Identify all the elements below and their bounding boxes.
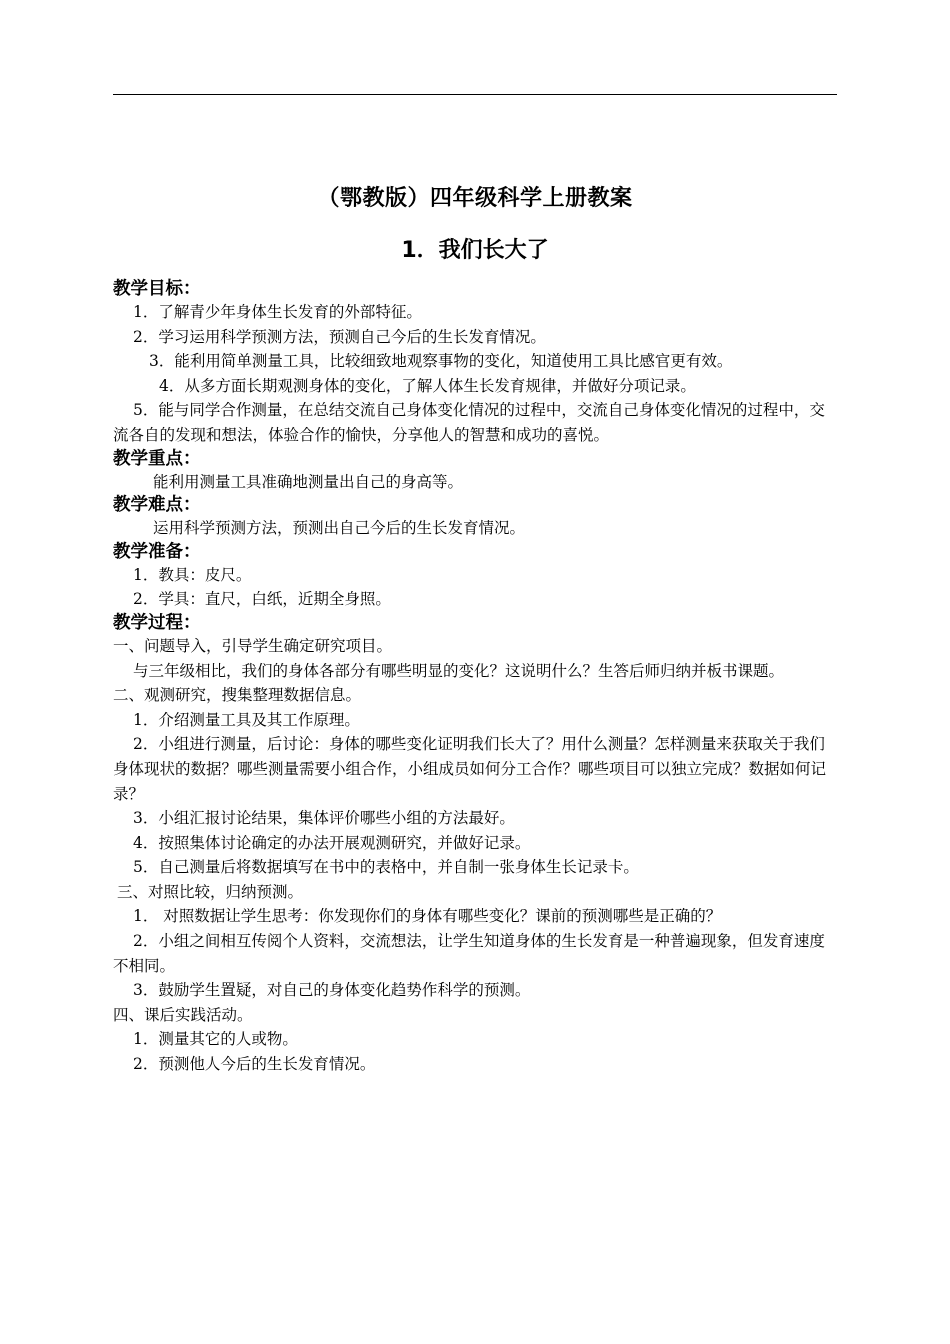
objective-item: 4．从多方面长期观测身体的变化，了解人体生长发育规律，并做好分项记录。: [159, 376, 696, 395]
objective-item: 3．能利用简单测量工具，比较细致地观察事物的变化，知道使用工具比感官更有效。: [149, 352, 733, 371]
objective-item: 2．学习运用科学预测方法，预测自己今后的生长发育情况。: [133, 327, 546, 346]
process-part-title: 二、观测研究，搜集整理数据信息。: [113, 686, 362, 705]
process-item: 1．测量其它的人或物。: [133, 1030, 298, 1049]
process-heading: 教学过程：: [113, 612, 201, 633]
lesson-title: 1．我们长大了: [401, 238, 549, 263]
document-title: （鄂教版）四年级科学上册教案: [317, 186, 633, 211]
objective-item: 5．能与同学合作测量，在总结交流自己身体变化情况的过程中，交流自己身体变化情况的过程中，交流各自的发现和想法，体验合作的愉快，分享他人的智慧和成功的喜悦。: [113, 401, 825, 444]
header-rule: [113, 94, 837, 95]
key-points-heading: 教学重点：: [113, 448, 201, 469]
preparation-item: 2．学具：直尺，白纸，近期全身照。: [133, 590, 391, 609]
process-item: 3．鼓励学生置疑，对自己的身体变化趋势作科学的预测。: [133, 981, 531, 1000]
process-part-text: 与三年级相比，我们的身体各部分有哪些明显的变化？这说明什么？生答后师归纳并板书课题。: [133, 661, 785, 680]
preparation-item: 1．教具：皮尺。: [133, 565, 252, 584]
difficulties-text: 运用科学预测方法，预测出自己今后的生长发育情况。: [153, 519, 526, 538]
difficulties-heading: 教学难点：: [113, 495, 201, 516]
process-item: 1．介绍测量工具及其工作原理。: [133, 710, 360, 729]
key-points-text: 能利用测量工具准确地测量出自己的身高等。: [153, 472, 464, 491]
document-body: [113, 180, 837, 1077]
process-item: 2．预测他人今后的生长发育情况。: [133, 1055, 376, 1074]
process-item: 3．小组汇报讨论结果，集体评价哪些小组的方法最好。: [133, 809, 515, 828]
process-part-title: 一、问题导入，引导学生确定研究项目。: [113, 636, 393, 655]
objectives-heading: 教学目标：: [113, 279, 201, 299]
process-item: 2．小组进行测量，后讨论：身体的哪些变化证明我们长大了？用什么测量？怎样测量来获取关于我们身体现状的数据？哪些测量需要小组合作，小组成员如何分工合作？哪些项目可以独立完成？数据如何记录？: [113, 735, 827, 803]
preparation-heading: 教学准备：: [113, 541, 201, 562]
process-item: 1． 对照数据让学生思考：你发现你们的身体有哪些变化？课前的预测哪些是正确的？: [133, 907, 722, 926]
process-part-title: 四、课后实践活动。: [113, 1005, 253, 1024]
process-item: 2．小组之间相互传阅个人资料，交流想法，让学生知道身体的生长发育是一种普遍现象，但发育速度不相同。: [113, 932, 825, 975]
process-part-title: 三、对照比较，归纳预测。: [117, 882, 304, 901]
process-item: 4．按照集体讨论确定的办法开展观测研究，并做好记录。: [133, 833, 531, 852]
objective-item: 1．了解青少年身体生长发育的外部特征。: [133, 303, 422, 321]
process-item: 5．自己测量后将数据填写在书中的表格中，并自制一张身体生长记录卡。: [133, 858, 639, 877]
